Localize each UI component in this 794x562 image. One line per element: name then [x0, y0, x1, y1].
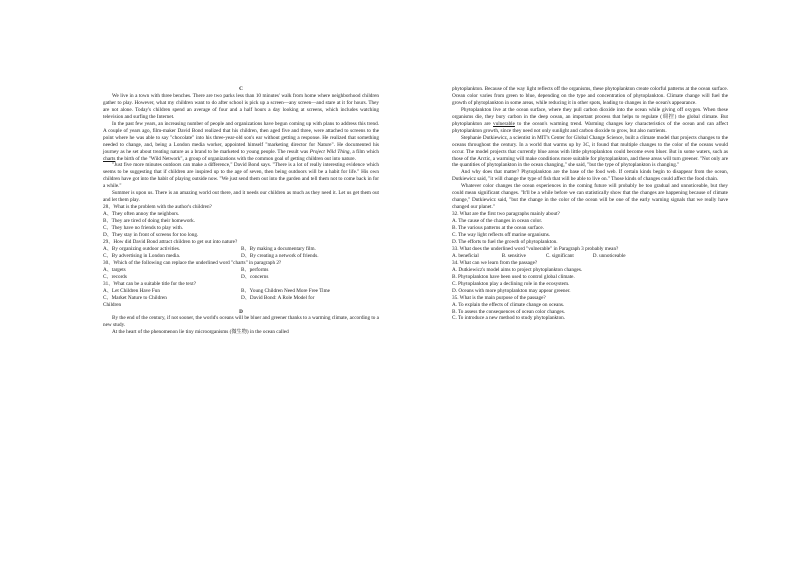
- passage-d-paragraph-2-start: At the heart of the phenomenon lie tiny microorganisms (微生物) in the ocean called: [112, 329, 289, 336]
- question-35: 35. What is the main purpose of the passage?: [452, 294, 546, 301]
- q34-option-b: B. Phytoplankton have been used to control global climate.: [452, 273, 575, 280]
- question-31: 31、What can be a suitable title for the text?: [103, 280, 197, 287]
- q31-options-row-1: [103, 288, 379, 295]
- paragraph-2-end: the birth of the "Wild Network", a group of organizations with the common goal of getting children out into nature.: [116, 155, 356, 162]
- q28-option-a: A、They often annoy the neighbors.: [103, 211, 180, 218]
- passage-d-paragraph-3: [452, 107, 728, 135]
- q34-option-a: A. Dutkiewicz's model aims to project phytoplankton changes.: [452, 266, 583, 273]
- question-29: 29、How did David Bond attract children to get out into nature?: [103, 238, 238, 245]
- q30-option-a: A、targets: [103, 266, 126, 273]
- q28-option-d: D、They stay in front of screens for too long.: [103, 232, 199, 239]
- q29-option-a: A、By organizing outdoor activities.: [103, 245, 181, 252]
- q32-option-a: A. The cause of the changes in ocean color.: [452, 218, 543, 225]
- section-d-heading: D: [239, 308, 243, 315]
- paragraph-3-end: to the ocean's warming trend. Warming changes key characteristics of the ocean and can affect phytoplankton growth, since they need not only sunlight and carbon dioxide to grow, but also nutrients.: [452, 120, 729, 134]
- q31-option-c: C、Market Nature to Children: [103, 294, 167, 301]
- underlined-word-vulnerable: vulnerable: [493, 120, 515, 127]
- passage-c-paragraph-1: We live in a town with three benches. There are two parks less than 10 minutes' walk from home where neighborhood children gather to play. However, what my children want to do after school is pick up a screen—any screen—and stare at it for hours. They are not alone. Today's children spend an average of four and a half hours a day looking at screens, which includes watching television and surfing the Internet.: [103, 92, 379, 120]
- passage-c-paragraph-4: Summer is upon us. There is an amazing world out there, and it needs our children as much as they need it. Let us get them out and let them play.: [103, 190, 379, 204]
- q33-option-d: D. unnoticeable: [592, 252, 626, 259]
- paragraph-3-start: Phytoplankton live at the ocean surface, where they pull carbon dioxide into the ocean while giving off oxygen. When these organisms die, they bury carbon in the deep ocean, an important process that helps to regulate (调控) the global climate. But phytoplankton are: [452, 106, 728, 127]
- q32-option-c: C. The way light reflects off marine organisms.: [452, 232, 551, 239]
- passage-d-paragraph-6: Whatever color changes the ocean experiences in the coming future will probably be too gradual and unnoticeable, but they could mean significant changes. "It'll be a while before we can statistically show that the changes are happening because of climate change," Dutkiewicz said, "but the change in the color of the ocean will be one of the early warning signals that we really have changed our planet.": [452, 183, 728, 211]
- q28-option-b: B、They are tired of doing their homework.: [103, 218, 196, 225]
- q33-option-b: B. sensitive: [501, 252, 526, 259]
- passage-c-paragraph-3: "Just five more minutes outdoors can make a difference," David Bond says. "There is a lot of really interesting evidence which seems to be suggesting that if children are inspired up to the age of seven, then being outdoors will be a habit for life." His own children have got into the habit of playing outside now. "We just send them out into the garden and tell them not to come back in for a while.": [103, 162, 379, 190]
- q30-options-row-2: [103, 274, 379, 281]
- passage-c-paragraph-2: [103, 121, 379, 163]
- q29-options-row-2: [103, 253, 379, 260]
- passage-d-paragraph-4: Stephanie Dutkiewicz, a scientist in MIT's Center for Global Change Science, built a climate model that projects changes to the oceans throughout the century. In a world that warms up by 3C, it found that multiple changes to the color of the oceans would occur. The model projects that currently blue areas with little phytoplankton could become even bluer. But in some waters, such as those of the Arctic, a warming will make conditions more suitable for phytoplankton, and these areas will turn greener. "Not only are the quantities of phytoplankton in the ocean changing," she said, "but the type of phytoplankton is changing.": [452, 134, 728, 169]
- q31-options-row-2: [103, 295, 379, 302]
- question-32: 32. What are the first two paragraphs mainly about?: [452, 211, 560, 218]
- q31-option-d: D、David Bond: A Role Model for: [241, 294, 315, 301]
- question-33: 33. What does the underlined word "vulnerable" in Paragraph 3 probably mean?: [452, 245, 619, 252]
- q35-option-c: C. To introduce a new method to study phytoplankton.: [452, 315, 566, 322]
- passage-d-paragraph-5: And why does that matter? Phytoplankton are the base of the food web. If certain kinds begin to disappear from the ocean, Dutkiewicz said, "it will change the type of fish that will be able to live on." Those kinds of changes could affect the food chain.: [452, 169, 728, 183]
- q32-option-d: D. The efforts to fuel the growth of phytoplankton.: [452, 238, 558, 245]
- q31-option-a: A、Let Children Have Fun: [103, 287, 160, 294]
- paragraph-2-text: In the past few years, an increasing number of people and organizations have begun coming up with plans to address this trend. A couple of years ago, film-maker David Bond realized that his children, then aged five and three, were attached to screens to the point where he was able to say "chocolate" into his three-year-old son's ear without getting a response. He realized that something needed to change, and, being a London media worker, appointed himself "marketing director for Nature". He documented his journey as he set about treating nature as a brand to be marketed to young people. The result was: [103, 120, 379, 155]
- passage-d-paragraph-1: By the end of the century, if not sooner, the world's oceans will be bluer and greener thanks to a warming climate, according to a new study.: [103, 315, 379, 329]
- underlined-word-charts: charts: [103, 155, 116, 162]
- q30-option-b: B、performs: [241, 266, 269, 273]
- q34-option-c: C. Phytoplankton play a declining role in the ecosystem.: [452, 280, 570, 287]
- question-34: 34. What can we learn from the passage?: [452, 259, 538, 266]
- paragraph-2-mid: , a film which: [349, 148, 380, 155]
- right-column: [452, 86, 728, 322]
- question-28: 28、What is the problem with the author's children?: [103, 204, 212, 211]
- q30-option-d: D、concerns: [241, 273, 269, 280]
- q33-options-row: [452, 253, 728, 260]
- question-30: 30、Which of the following can replace the underlined word "charts" in paragraph 2?: [103, 259, 282, 266]
- q28-option-c: C、They have no friends to play with.: [103, 225, 183, 232]
- left-column: [103, 86, 379, 336]
- q30-option-c: C、records: [103, 273, 127, 280]
- q33-option-c: C. significant: [545, 252, 574, 259]
- q29-option-c: C、By advertising in London media.: [103, 252, 181, 259]
- passage-d-paragraph-2-cont: phytoplankton. Because of the way light reflects off the organisms, these phytoplankton create colorful patterns at the ocean surface. Ocean color varies from green to blue, depending on the type and concentration of phytoplankton. Climate change will fuel the growth of phytoplankton in some areas, while reducing it in other spots, leading to changes in the ocean's appearance.: [452, 86, 728, 106]
- q31-option-d-wrap: Children: [103, 301, 122, 308]
- q35-option-a: A. To explain the effects of climate change on oceans.: [452, 301, 565, 308]
- q34-option-d: D. Oceans with more phytoplankton may appear greener.: [452, 287, 571, 294]
- q30-options-row-1: [103, 267, 379, 274]
- q29-option-d: D、By creating a network of friends.: [241, 252, 319, 259]
- q29-options-row-1: [103, 246, 379, 253]
- section-c-heading: C: [239, 86, 243, 92]
- q35-option-b: B. To assess the consequences of ocean color changes.: [452, 308, 566, 315]
- q29-option-b: B、By making a documentary film.: [241, 245, 316, 252]
- q33-option-a: A. beneficial: [452, 252, 479, 259]
- film-title: Project Wild Thing: [309, 148, 350, 155]
- q32-option-b: B. The various patterns at the ocean surface.: [452, 225, 544, 232]
- q31-option-b: B、Young Children Need More Free Time: [241, 287, 330, 294]
